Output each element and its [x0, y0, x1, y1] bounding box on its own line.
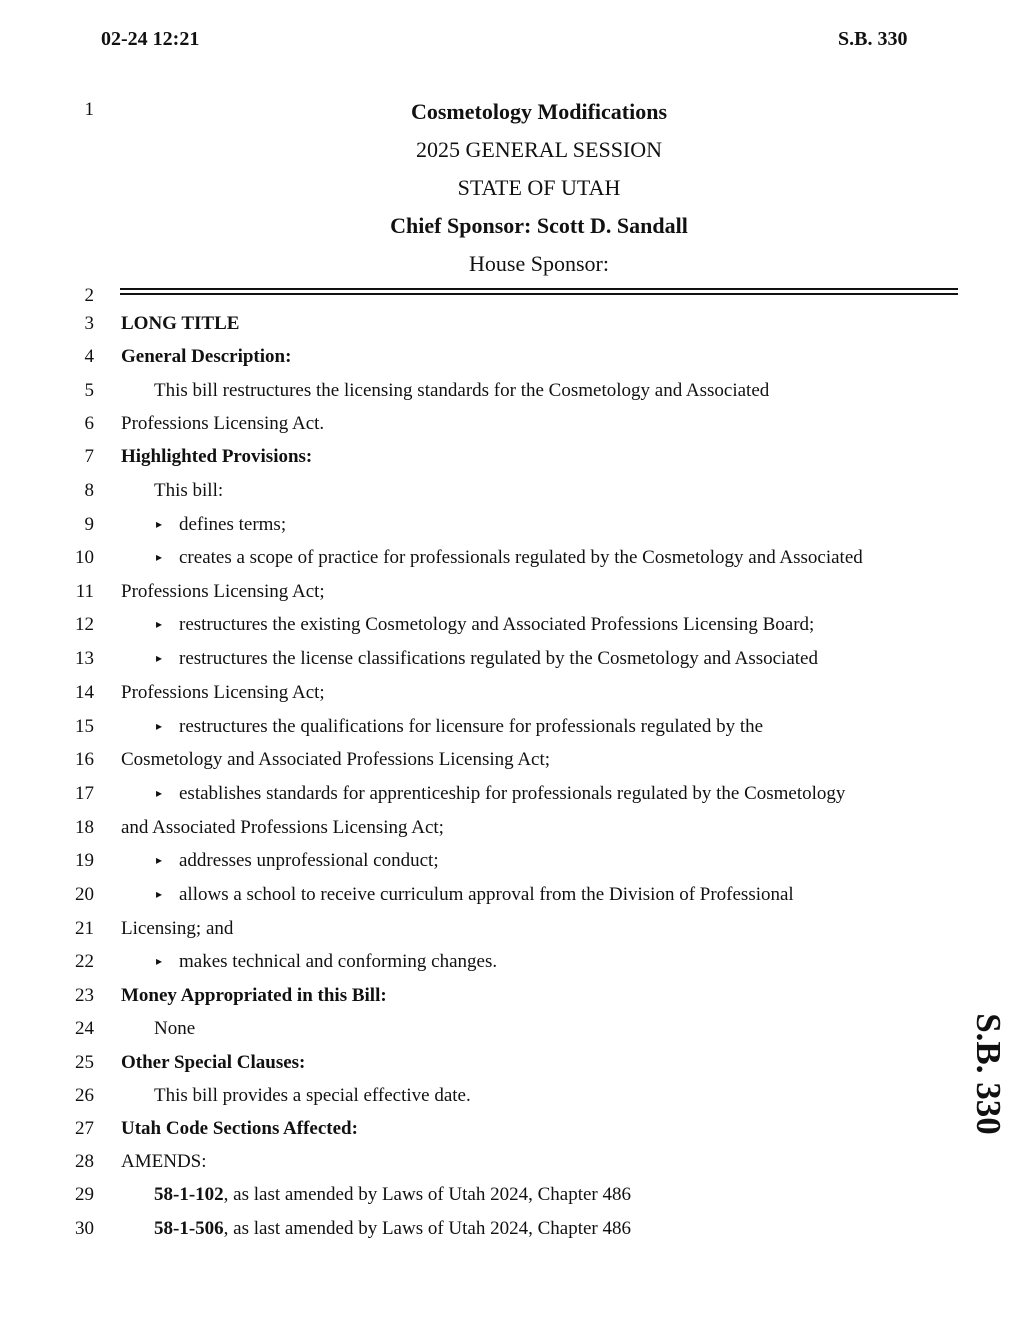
provision-continuation: Licensing; and: [121, 918, 234, 939]
provision-continuation: and Associated Professions Licensing Act;: [121, 817, 444, 838]
line-number: 29: [75, 1184, 94, 1205]
line-number: 10: [75, 547, 94, 568]
code-section-text: , as last amended by Laws of Utah 2024, Chapter 486: [223, 1184, 632, 1205]
line-number: 21: [75, 918, 94, 939]
provision-text: restructures the license classifications regulated by the Cosmetology and Associated: [179, 648, 818, 669]
line-number: 3: [84, 313, 94, 334]
line-number: 6: [84, 413, 94, 434]
line-number: 26: [75, 1085, 94, 1106]
line-number: 8: [84, 480, 94, 501]
bullet-arrow-icon: ▸: [156, 550, 163, 564]
special-clauses-heading: Other Special Clauses:: [121, 1052, 306, 1073]
bullet-arrow-icon: ▸: [156, 517, 163, 531]
provision-continuation: Cosmetology and Associated Professions Licensing Act;: [121, 749, 551, 770]
code-section-entry: [154, 1184, 631, 1206]
line-number: 24: [75, 1018, 94, 1039]
provision-text: makes technical and conforming changes.: [179, 951, 498, 972]
provision-item: [156, 850, 439, 872]
line-number: 4: [84, 346, 94, 367]
bullet-arrow-icon: ▸: [156, 954, 163, 968]
provision-continuation: Professions Licensing Act;: [121, 682, 325, 703]
line-number: 7: [84, 446, 94, 467]
amends-label: AMENDS:: [121, 1151, 207, 1172]
bullet-arrow-icon: ▸: [156, 786, 163, 800]
provision-text: defines terms;: [179, 514, 287, 535]
line-number: 5: [84, 380, 94, 401]
line-number: 20: [75, 884, 94, 905]
provision-text: restructures the existing Cosmetology and Associated Professions Licensing Board;: [179, 614, 815, 635]
general-description-heading: General Description:: [121, 346, 292, 367]
code-section-text: , as last amended by Laws of Utah 2024, Chapter 486: [223, 1218, 632, 1239]
money-appropriated-value: None: [154, 1018, 196, 1039]
provision-text: allows a school to receive curriculum approval from the Division of Professional: [179, 884, 794, 905]
bullet-arrow-icon: ▸: [156, 719, 163, 733]
special-clauses-text: This bill provides a special effective date.: [154, 1085, 471, 1106]
provision-item: [156, 648, 818, 670]
house-sponsor: House Sponsor:: [469, 251, 609, 276]
line-number: 30: [75, 1218, 94, 1239]
highlighted-provisions-heading: Highlighted Provisions:: [121, 446, 313, 467]
line-number: 15: [75, 716, 94, 737]
code-section-number: 58-1-506: [154, 1218, 224, 1239]
bill-session: 2025 GENERAL SESSION: [415, 137, 663, 162]
general-description-text: Professions Licensing Act.: [121, 413, 325, 434]
provision-text: addresses unprofessional conduct;: [179, 850, 439, 871]
code-sections-heading: Utah Code Sections Affected:: [121, 1118, 358, 1139]
side-bill-label: [958, 1008, 1018, 1140]
line-number: 1: [84, 99, 94, 120]
provision-text: establishes standards for apprenticeship for professionals regulated by the Cosmetology: [179, 783, 846, 804]
line-number: 13: [75, 648, 94, 669]
line-number: 27: [75, 1118, 94, 1139]
header-timestamp: 02-24 12:21: [101, 28, 200, 50]
provision-item: [156, 783, 845, 805]
provision-item: [156, 951, 497, 973]
line-number: 2: [84, 285, 94, 306]
line-number: 25: [75, 1052, 94, 1073]
bill-state: STATE OF UTAH: [457, 175, 621, 200]
provisions-intro: This bill:: [154, 480, 224, 501]
bill-title: Cosmetology Modifications: [410, 99, 668, 124]
general-description-text: This bill restructures the licensing standards for the Cosmetology and Associated: [154, 380, 770, 401]
provision-text: restructures the qualifications for licensure for professionals regulated by the: [179, 716, 764, 737]
line-number: 19: [75, 850, 94, 871]
provision-item: [156, 716, 763, 738]
bullet-arrow-icon: ▸: [156, 617, 163, 631]
line-number: 18: [75, 817, 94, 838]
provision-item: [156, 614, 814, 636]
side-bill-label-text: S.B. 330: [969, 1013, 1008, 1135]
code-section-number: 58-1-102: [154, 1184, 224, 1205]
provision-text: creates a scope of practice for professionals regulated by the Cosmetology and Associated: [179, 547, 863, 568]
line-number: 14: [75, 682, 94, 703]
chief-sponsor: Chief Sponsor: Scott D. Sandall: [390, 213, 688, 238]
money-appropriated-heading: Money Appropriated in this Bill:: [121, 985, 387, 1006]
line-number: 23: [75, 985, 94, 1006]
line-number: 9: [84, 514, 94, 535]
line-number: 17: [75, 783, 94, 804]
bullet-arrow-icon: ▸: [156, 651, 163, 665]
long-title-heading: LONG TITLE: [121, 313, 240, 334]
line-number: 12: [75, 614, 94, 635]
provision-item: [156, 547, 863, 569]
line-number: 22: [75, 951, 94, 972]
provision-continuation: Professions Licensing Act;: [121, 581, 325, 602]
provision-item: [156, 514, 286, 536]
line-number: 11: [75, 581, 94, 602]
bullet-arrow-icon: ▸: [156, 887, 163, 901]
title-divider-top: [120, 288, 958, 290]
header-bill-number: S.B. 330: [838, 28, 908, 50]
line-number: 28: [75, 1151, 94, 1172]
bullet-arrow-icon: ▸: [156, 853, 163, 867]
line-number: 16: [75, 749, 94, 770]
code-section-entry: [154, 1218, 631, 1240]
title-divider-bottom: [120, 293, 958, 295]
provision-item: [156, 884, 794, 906]
